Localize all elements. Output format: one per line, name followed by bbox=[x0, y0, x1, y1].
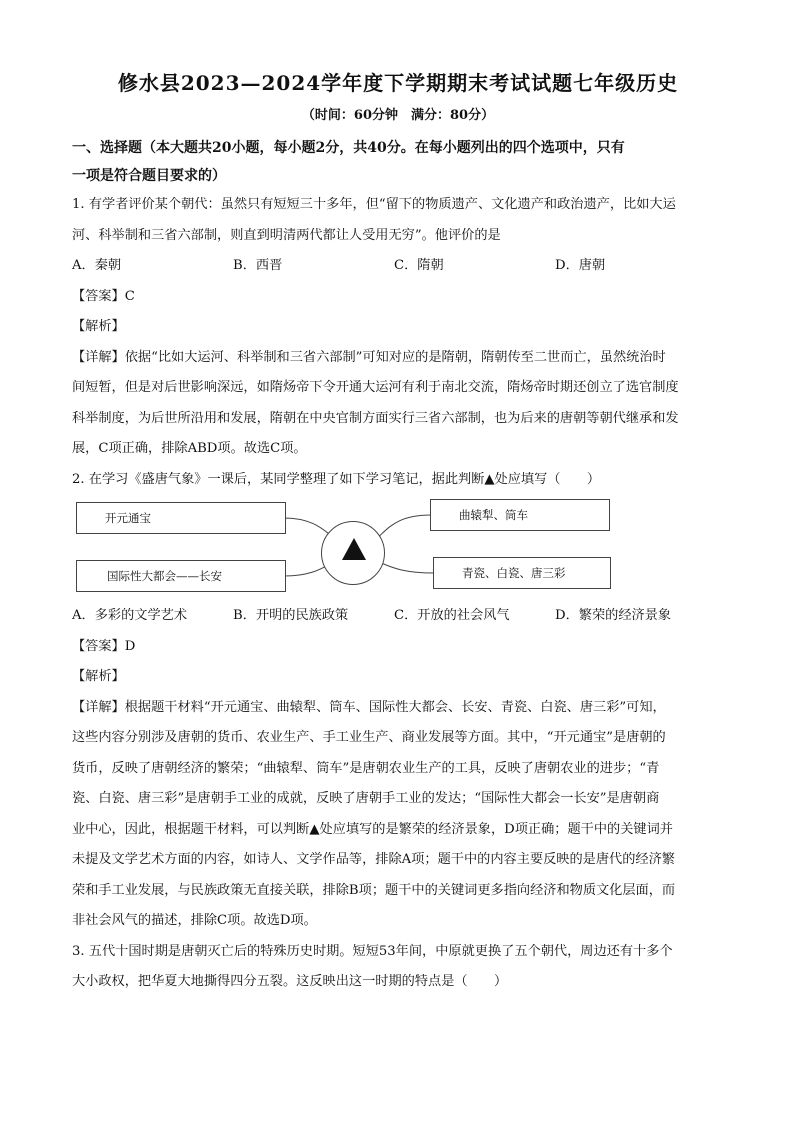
triangle-icon bbox=[342, 538, 366, 560]
detail-line: 业中心，因此，根据题干材料，可以判断▲处应填写的是繁荣的经济景象，D项正确；题干中的关键词并 bbox=[72, 821, 673, 837]
detail-line: 瓷、白瓷、唐三彩”是唐朝手工业的成就，反映了唐朝手工业的发达；“国际性大都会一长安”是唐朝商 bbox=[72, 791, 660, 806]
section-heading-line: 一项是符合题目要求的） bbox=[72, 168, 226, 184]
exam-time-score: （时间：60分钟 满分：80分） bbox=[301, 108, 495, 123]
option-d: D．繁荣的经济景象 bbox=[555, 608, 672, 623]
detail-line: 【详解】根据题干材料“开元通宝、曲辕犁、筒车、国际性大都会、长安、青瓷、白瓷、唐三彩”可知， bbox=[72, 699, 666, 715]
section-heading-line: 一、选择题（本大题共20小题，每小题2分，共40分。在每小题列出的四个选项中，只有 bbox=[72, 140, 625, 156]
analysis-label: 【解析】 bbox=[72, 669, 125, 684]
option-a: A．秦朝 bbox=[72, 258, 122, 273]
question-1 bbox=[72, 190, 724, 465]
question-stem-line: 2. 在学习《盛唐气象》一课后，某同学整理了如下学习笔记，据此判断▲处应填写（ ） bbox=[72, 471, 601, 487]
detail-line: 展，C项正确，排除ABD项。故选C项。 bbox=[72, 441, 307, 456]
answer-value: D bbox=[124, 638, 136, 654]
page-title: 修水县2023—2024学年度下学期期末考试试题七年级历史 bbox=[117, 71, 679, 95]
detail-line: 【详解】依据“比如大运河、科举制和三省六部制”可知对应的是隋朝，隋朝传至二世而亡，虽然统治时 bbox=[72, 349, 666, 365]
answer-line bbox=[72, 282, 724, 313]
blank-circle bbox=[321, 521, 385, 585]
section-heading bbox=[72, 134, 724, 190]
exam-page bbox=[72, 70, 724, 998]
options-row bbox=[72, 601, 724, 632]
note-box-plough: 曲辕犁、筒车 bbox=[430, 499, 610, 531]
option-b: B．西晋 bbox=[233, 258, 283, 273]
option-c: C．隋朝 bbox=[394, 258, 444, 273]
answer-label: 【答案】 bbox=[72, 638, 125, 654]
detail-line: 荣和手工业发展，与民族政策无直接关联，排除B项；题干中的关键词更多指向经济和物质文化层面，而 bbox=[72, 882, 676, 898]
options-row bbox=[72, 251, 724, 282]
question-2 bbox=[72, 465, 724, 937]
connector-top-right bbox=[376, 515, 431, 539]
answer-label: 【答案】 bbox=[72, 288, 125, 304]
note-box-kaiyuan: 开元通宝 bbox=[76, 502, 286, 534]
question-3 bbox=[72, 937, 724, 998]
study-notes-diagram bbox=[76, 499, 611, 595]
option-c: C．开放的社会风气 bbox=[394, 608, 510, 623]
question-stem-line: 大小政权，把华夏大地撕得四分五裂。这反映出这一时期的特点是（ ） bbox=[72, 974, 508, 989]
option-a: A．多彩的文学艺术 bbox=[72, 608, 188, 623]
connector-bottom-right bbox=[376, 561, 434, 573]
question-stem-line: 1. 有学者评价某个朝代：虽然只有短短三十多年，但“留下的物质遗产、文化遗产和政治遗产，比如大运 bbox=[72, 197, 676, 212]
detail-line: 间短暂，但是对后世影响深远，如隋炀帝下令开通大运河有利于南北交流，隋炀帝时期还创立了选官制度 bbox=[72, 380, 679, 395]
analysis-label: 【解析】 bbox=[72, 319, 125, 334]
note-box-changan: 国际性大都会——长安 bbox=[76, 560, 286, 592]
question-stem-line: 河、科举制和三省六部制，则直到明清两代都让人受用无穷”。他评价的是 bbox=[72, 227, 501, 243]
detail-line: 非社会风气的描述，排除C项。故选D项。 bbox=[72, 913, 317, 928]
note-box-ceramics: 青瓷、白瓷、唐三彩 bbox=[433, 557, 611, 589]
detail-line: 未提及文学艺术方面的内容，如诗人、文学作品等，排除A项；题干中的内容主要反映的是唐代的经济繁 bbox=[72, 852, 675, 867]
question-stem-line: 3. 五代十国时期是唐朝灭亡后的特殊历史时期。短短53年间，中原就更换了五个朝代，周边还有十多个 bbox=[72, 943, 673, 959]
detail-line: 科举制度，为后世所沿用和发展，隋朝在中央官制方面实行三省六部制，也为后来的唐朝等朝代继承和发 bbox=[72, 410, 679, 426]
answer-line bbox=[72, 632, 724, 663]
option-b: B．开明的民族政策 bbox=[233, 608, 349, 623]
detail-line: 这些内容分别涉及唐朝的货币、农业生产、手工业生产、商业发展等方面。其中，“开元通宝”是唐朝的 bbox=[72, 730, 666, 745]
detail-line: 货币，反映了唐朝经济的繁荣；“曲辕犁、筒车”是唐朝农业生产的工具，反映了唐朝农业的进步；“青 bbox=[72, 760, 660, 776]
option-d: D．唐朝 bbox=[555, 258, 606, 273]
answer-value: C bbox=[124, 288, 135, 304]
